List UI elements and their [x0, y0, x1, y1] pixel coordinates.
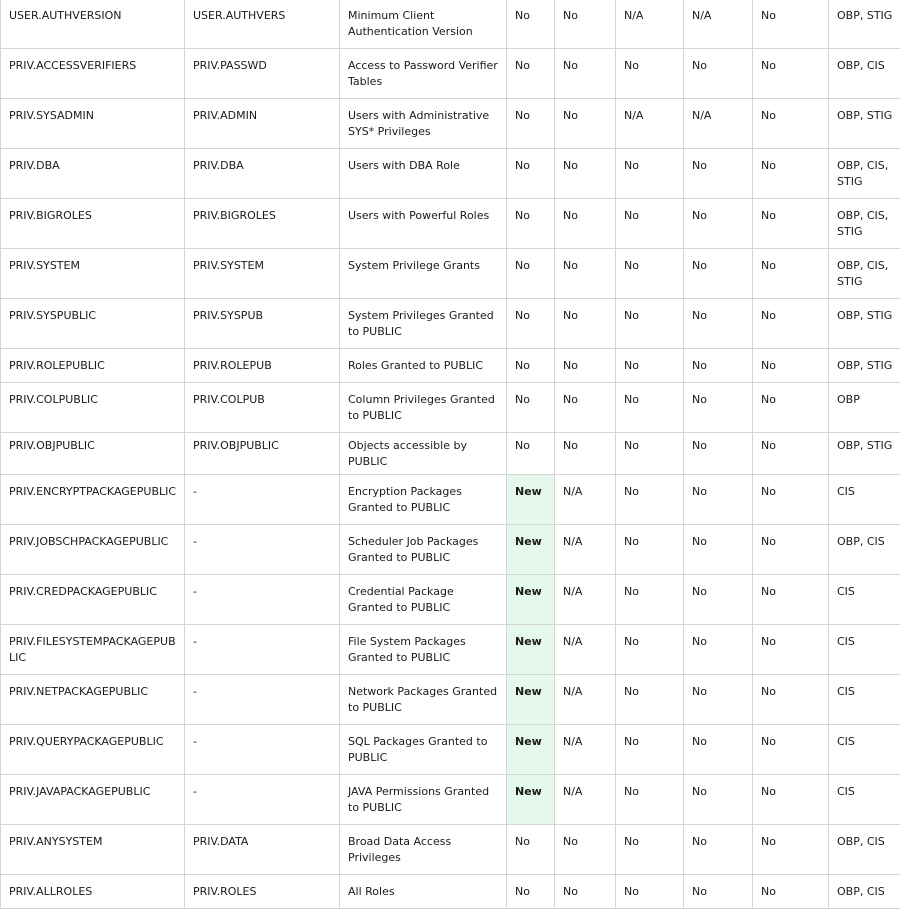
status-cell-3: No	[616, 575, 684, 625]
status-cell-3: No	[616, 299, 684, 349]
description-cell: Users with DBA Role	[340, 149, 507, 199]
status-cell-3: No	[616, 199, 684, 249]
rule-id-cell: PRIV.SYSTEM	[1, 249, 185, 299]
status-cell-2: No	[555, 349, 616, 383]
status-cell-2: No	[555, 199, 616, 249]
rule-id-cell: PRIV.ALLROLES	[1, 875, 185, 909]
table-row	[1, 299, 900, 349]
rule-id-cell: PRIV.SYSPUBLIC	[1, 299, 185, 349]
table-row	[1, 475, 900, 525]
legacy-id-cell: PRIV.OBJPUBLIC	[185, 433, 340, 475]
legacy-id-cell: -	[185, 475, 340, 525]
description-cell: Scheduler Job Packages Granted to PUBLIC	[340, 525, 507, 575]
status-cell-4: No	[684, 775, 753, 825]
standards-cell: OBP, STIG	[829, 0, 900, 49]
standards-cell: CIS	[829, 475, 900, 525]
standards-cell: OBP, STIG	[829, 99, 900, 149]
status-cell-3: No	[616, 775, 684, 825]
status-cell-5: No	[753, 299, 829, 349]
description-cell: System Privilege Grants	[340, 249, 507, 299]
status-cell-5: No	[753, 99, 829, 149]
description-cell: Users with Administrative SYS* Privileges	[340, 99, 507, 149]
status-cell-4: N/A	[684, 99, 753, 149]
table-row	[1, 149, 900, 199]
description-cell: Objects accessible by PUBLIC	[340, 433, 507, 475]
status-cell-4: No	[684, 249, 753, 299]
status-cell-5: No	[753, 433, 829, 475]
legacy-id-cell: PRIV.ROLEPUB	[185, 349, 340, 383]
standards-cell: CIS	[829, 725, 900, 775]
status-cell-2: No	[555, 249, 616, 299]
legacy-id-cell: PRIV.DATA	[185, 825, 340, 875]
standards-cell: OBP, CIS	[829, 825, 900, 875]
status-cell-5: No	[753, 575, 829, 625]
status-cell-4: No	[684, 475, 753, 525]
status-cell-5: No	[753, 249, 829, 299]
standards-cell: OBP, CIS, STIG	[829, 249, 900, 299]
standards-cell: OBP, CIS	[829, 875, 900, 909]
status-cell-1: No	[507, 49, 555, 99]
rule-id-cell: PRIV.DBA	[1, 149, 185, 199]
rule-id-cell: PRIV.BIGROLES	[1, 199, 185, 249]
new-status-badge: New	[507, 775, 555, 825]
description-cell: Roles Granted to PUBLIC	[340, 349, 507, 383]
table-row	[1, 725, 900, 775]
status-cell-4: No	[684, 433, 753, 475]
description-cell: Credential Package Granted to PUBLIC	[340, 575, 507, 625]
status-cell-1: No	[507, 149, 555, 199]
status-cell-1: No	[507, 383, 555, 433]
status-cell-1: No	[507, 0, 555, 49]
status-cell-2: N/A	[555, 625, 616, 675]
status-cell-4: No	[684, 199, 753, 249]
rule-id-cell: PRIV.NETPACKAGEPUBLIC	[1, 675, 185, 725]
rule-id-cell: PRIV.JOBSCHPACKAGEPUBLIC	[1, 525, 185, 575]
new-status-badge: New	[507, 625, 555, 675]
standards-cell: CIS	[829, 775, 900, 825]
rule-id-cell: PRIV.SYSADMIN	[1, 99, 185, 149]
status-cell-5: No	[753, 475, 829, 525]
legacy-id-cell: PRIV.ADMIN	[185, 99, 340, 149]
status-cell-2: No	[555, 149, 616, 199]
status-cell-4: No	[684, 349, 753, 383]
legacy-id-cell: USER.AUTHVERS	[185, 0, 340, 49]
rule-id-cell: PRIV.ENCRYPTPACKAGEPUBLIC	[1, 475, 185, 525]
status-cell-3: No	[616, 383, 684, 433]
status-cell-2: No	[555, 433, 616, 475]
status-cell-3: No	[616, 725, 684, 775]
table-row	[1, 525, 900, 575]
status-cell-4: No	[684, 383, 753, 433]
status-cell-3: No	[616, 825, 684, 875]
description-cell: Column Privileges Granted to PUBLIC	[340, 383, 507, 433]
status-cell-2: No	[555, 825, 616, 875]
status-cell-5: No	[753, 349, 829, 383]
rule-id-cell: PRIV.ACCESSVERIFIERS	[1, 49, 185, 99]
table-row	[1, 775, 900, 825]
table-row	[1, 349, 900, 383]
status-cell-2: N/A	[555, 725, 616, 775]
status-cell-1: No	[507, 249, 555, 299]
table-row	[1, 249, 900, 299]
table-row	[1, 875, 900, 909]
status-cell-3: No	[616, 349, 684, 383]
legacy-id-cell: -	[185, 675, 340, 725]
description-cell: Minimum Client Authentication Version	[340, 0, 507, 49]
new-status-badge: New	[507, 675, 555, 725]
status-cell-4: No	[684, 575, 753, 625]
status-cell-2: No	[555, 99, 616, 149]
new-status-badge: New	[507, 575, 555, 625]
standards-cell: OBP, CIS, STIG	[829, 149, 900, 199]
status-cell-5: No	[753, 199, 829, 249]
table-row	[1, 49, 900, 99]
status-cell-5: No	[753, 725, 829, 775]
status-cell-4: No	[684, 299, 753, 349]
description-cell: SQL Packages Granted to PUBLIC	[340, 725, 507, 775]
table-row	[1, 433, 900, 475]
legacy-id-cell: PRIV.SYSPUB	[185, 299, 340, 349]
standards-cell: OBP, STIG	[829, 349, 900, 383]
status-cell-4: No	[684, 675, 753, 725]
standards-cell: OBP, STIG	[829, 299, 900, 349]
table-row	[1, 199, 900, 249]
standards-cell: OBP, CIS	[829, 49, 900, 99]
status-cell-2: N/A	[555, 575, 616, 625]
description-cell: Encryption Packages Granted to PUBLIC	[340, 475, 507, 525]
status-cell-1: No	[507, 875, 555, 909]
description-cell: JAVA Permissions Granted to PUBLIC	[340, 775, 507, 825]
status-cell-5: No	[753, 825, 829, 875]
status-cell-5: No	[753, 875, 829, 909]
legacy-id-cell: PRIV.ROLES	[185, 875, 340, 909]
status-cell-2: No	[555, 299, 616, 349]
rule-id-cell: PRIV.ANYSYSTEM	[1, 825, 185, 875]
legacy-id-cell: -	[185, 775, 340, 825]
status-cell-1: No	[507, 299, 555, 349]
status-cell-5: No	[753, 675, 829, 725]
table-row	[1, 825, 900, 875]
legacy-id-cell: PRIV.PASSWD	[185, 49, 340, 99]
new-status-badge: New	[507, 475, 555, 525]
table-row	[1, 625, 900, 675]
status-cell-3: No	[616, 675, 684, 725]
status-cell-2: No	[555, 875, 616, 909]
status-cell-4: No	[684, 825, 753, 875]
status-cell-5: No	[753, 0, 829, 49]
status-cell-3: No	[616, 149, 684, 199]
status-cell-1: No	[507, 199, 555, 249]
status-cell-3: No	[616, 625, 684, 675]
status-cell-5: No	[753, 49, 829, 99]
description-cell: Network Packages Granted to PUBLIC	[340, 675, 507, 725]
status-cell-5: No	[753, 383, 829, 433]
legacy-id-cell: -	[185, 725, 340, 775]
legacy-id-cell: PRIV.DBA	[185, 149, 340, 199]
status-cell-1: No	[507, 349, 555, 383]
new-status-badge: New	[507, 725, 555, 775]
rule-id-cell: USER.AUTHVERSION	[1, 0, 185, 49]
status-cell-4: No	[684, 875, 753, 909]
status-cell-4: No	[684, 725, 753, 775]
description-cell: System Privileges Granted to PUBLIC	[340, 299, 507, 349]
status-cell-3: No	[616, 249, 684, 299]
status-cell-3: No	[616, 49, 684, 99]
status-cell-5: No	[753, 625, 829, 675]
rule-id-cell: PRIV.OBJPUBLIC	[1, 433, 185, 475]
table-row	[1, 675, 900, 725]
status-cell-3: No	[616, 433, 684, 475]
standards-cell: CIS	[829, 675, 900, 725]
status-cell-3: No	[616, 475, 684, 525]
legacy-id-cell: -	[185, 525, 340, 575]
standards-cell: CIS	[829, 625, 900, 675]
legacy-id-cell: -	[185, 625, 340, 675]
status-cell-1: No	[507, 825, 555, 875]
status-cell-2: N/A	[555, 525, 616, 575]
status-cell-2: N/A	[555, 775, 616, 825]
standards-cell: CIS	[829, 575, 900, 625]
rule-id-cell: PRIV.CREDPACKAGEPUBLIC	[1, 575, 185, 625]
legacy-id-cell: PRIV.COLPUB	[185, 383, 340, 433]
description-cell: Users with Powerful Roles	[340, 199, 507, 249]
new-status-badge: New	[507, 525, 555, 575]
status-cell-3: No	[616, 875, 684, 909]
status-cell-5: No	[753, 775, 829, 825]
status-cell-1: No	[507, 99, 555, 149]
status-cell-2: No	[555, 0, 616, 49]
rules-table-body	[1, 0, 900, 909]
description-cell: Broad Data Access Privileges	[340, 825, 507, 875]
status-cell-1: No	[507, 433, 555, 475]
status-cell-2: No	[555, 383, 616, 433]
standards-cell: OBP	[829, 383, 900, 433]
status-cell-2: No	[555, 49, 616, 99]
legacy-id-cell: PRIV.SYSTEM	[185, 249, 340, 299]
status-cell-4: N/A	[684, 0, 753, 49]
rule-id-cell: PRIV.JAVAPACKAGEPUBLIC	[1, 775, 185, 825]
status-cell-4: No	[684, 625, 753, 675]
table-row	[1, 0, 900, 49]
legacy-id-cell: -	[185, 575, 340, 625]
rule-id-cell: PRIV.COLPUBLIC	[1, 383, 185, 433]
table-row	[1, 99, 900, 149]
rule-id-cell: PRIV.ROLEPUBLIC	[1, 349, 185, 383]
description-cell: File System Packages Granted to PUBLIC	[340, 625, 507, 675]
status-cell-3: No	[616, 525, 684, 575]
status-cell-5: No	[753, 149, 829, 199]
status-cell-2: N/A	[555, 475, 616, 525]
status-cell-2: N/A	[555, 675, 616, 725]
status-cell-5: No	[753, 525, 829, 575]
status-cell-3: N/A	[616, 99, 684, 149]
standards-cell: OBP, CIS, STIG	[829, 199, 900, 249]
standards-cell: OBP, CIS	[829, 525, 900, 575]
legacy-id-cell: PRIV.BIGROLES	[185, 199, 340, 249]
rule-id-cell: PRIV.FILESYSTEMPACKAGEPUBLIC	[1, 625, 185, 675]
standards-cell: OBP, STIG	[829, 433, 900, 475]
description-cell: Access to Password Verifier Tables	[340, 49, 507, 99]
description-cell: All Roles	[340, 875, 507, 909]
table-row	[1, 383, 900, 433]
status-cell-4: No	[684, 149, 753, 199]
status-cell-4: No	[684, 525, 753, 575]
rule-id-cell: PRIV.QUERYPACKAGEPUBLIC	[1, 725, 185, 775]
table-row	[1, 575, 900, 625]
status-cell-3: N/A	[616, 0, 684, 49]
status-cell-4: No	[684, 49, 753, 99]
